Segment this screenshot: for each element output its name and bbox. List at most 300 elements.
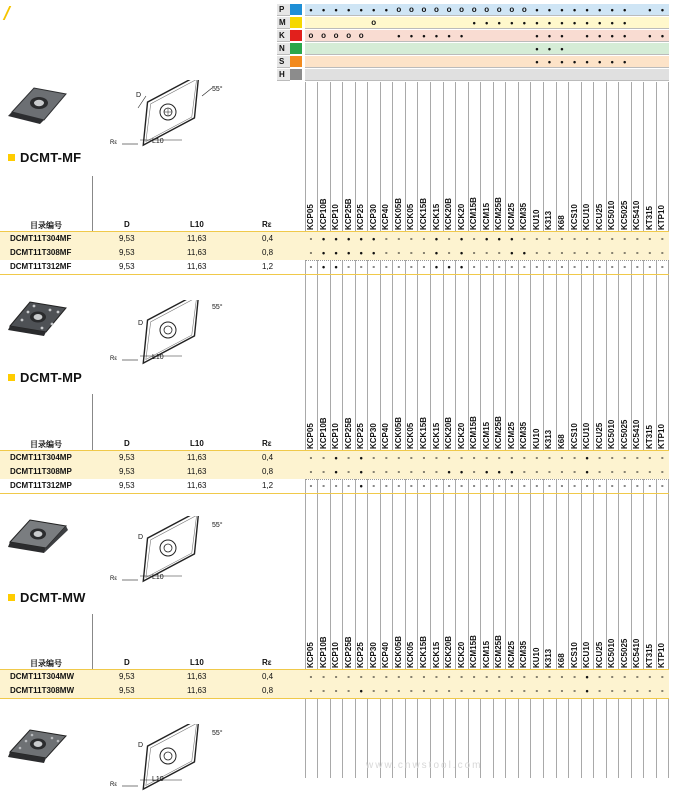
grade-cell: - (623, 481, 627, 490)
row-rs: 0,4 (262, 672, 274, 681)
grade-cell: • (359, 248, 363, 258)
material-cell: o (333, 31, 339, 40)
column-header-d: D (124, 439, 130, 448)
grade-cell: - (535, 453, 539, 462)
grade-cell: - (384, 234, 388, 243)
row-code: DCMT11T308MF (10, 248, 72, 257)
column-header-code: 目录编号 (30, 221, 62, 230)
grade-cell: - (648, 453, 652, 462)
grade-cell: - (661, 248, 664, 257)
grade-cell: - (410, 686, 413, 695)
grade-cell: - (548, 262, 551, 271)
grade-cell: - (497, 453, 501, 462)
material-cell: o (521, 5, 527, 14)
grade-label: KCP05 (306, 204, 315, 230)
grade-cell: • (447, 467, 451, 477)
grade-cell: - (648, 248, 652, 257)
material-band (305, 43, 669, 55)
grade-cell: - (435, 686, 438, 695)
material-cell: • (510, 18, 514, 28)
grade-cell: - (560, 467, 564, 476)
column-header-code: 目录编号 (30, 440, 62, 449)
row-d: 9,53 (119, 672, 135, 681)
material-cell: • (535, 44, 539, 54)
grade-cell: - (573, 262, 576, 271)
grade-label: KCK05 (406, 641, 416, 668)
grade-cell: • (372, 234, 376, 244)
grade-cell: • (497, 467, 501, 477)
grade-cell: - (334, 481, 338, 490)
material-cell: • (610, 18, 614, 28)
material-cell: o (408, 5, 414, 14)
material-cell: • (434, 31, 439, 41)
grade-cell: - (410, 672, 413, 681)
grade-cell: - (435, 672, 438, 681)
grade-cell: • (460, 467, 464, 477)
grade-cell: - (384, 453, 388, 462)
row-code: DCMT11T304MW (10, 672, 75, 681)
grade-cell: - (334, 672, 338, 681)
material-cell: • (409, 31, 413, 41)
grade-cell: - (598, 672, 601, 681)
grade-label: KCS10 (569, 423, 579, 449)
grade-cell: - (623, 262, 627, 271)
grade-cell: - (372, 262, 376, 271)
grade-cell: - (397, 672, 401, 681)
grade-cell: - (560, 686, 564, 695)
grade-label: KCK20 (456, 641, 466, 668)
material-row-1 (277, 17, 669, 29)
grade-cell: - (635, 453, 639, 462)
grade-cell: - (610, 481, 614, 490)
material-cell: o (396, 5, 402, 14)
grade-label: KCM35 (519, 202, 529, 230)
material-cell: • (560, 31, 564, 41)
grade-cell: • (434, 234, 439, 244)
grade-cell: • (460, 248, 464, 258)
grade-label: K313 (544, 429, 554, 449)
grade-label: KCP10 (331, 204, 341, 230)
grade-label: KCM15B (469, 416, 479, 449)
grade-cell: - (472, 262, 476, 271)
row-rs: 0,8 (262, 467, 274, 476)
grade-label: KTP10 (657, 205, 667, 230)
grade-cell: - (661, 262, 664, 271)
grade-cell: - (523, 672, 526, 681)
grade-cell: - (510, 481, 514, 490)
grade-cell: - (447, 248, 451, 257)
material-swatch (290, 17, 302, 29)
material-cell: o (484, 5, 490, 14)
material-cell: • (560, 18, 564, 28)
grade-cell: - (548, 467, 551, 476)
material-cell: • (535, 31, 539, 41)
grade-cell: • (359, 234, 363, 244)
label-r: Rε (110, 140, 118, 146)
grade-cell: - (372, 453, 376, 462)
grade-cell: - (309, 481, 313, 490)
material-cell: o (434, 5, 439, 14)
row-l10: 11,63 (187, 262, 207, 271)
grade-cell: - (309, 672, 313, 681)
column-header-l10: L10 (190, 220, 204, 229)
grade-cell: - (573, 234, 576, 243)
row-rs: 1,2 (262, 262, 274, 271)
grade-cell: - (598, 262, 601, 271)
grade-cell: - (309, 234, 313, 243)
material-cell: • (560, 5, 564, 15)
grade-cell: - (410, 481, 413, 490)
grade-cell: - (535, 234, 539, 243)
grade-cell: - (410, 453, 413, 462)
grade-label: KCK20 (456, 203, 466, 230)
grade-cell: - (422, 686, 426, 695)
grade-label: KCU25 (594, 422, 604, 449)
grade-label: KC5025 (619, 638, 629, 668)
row-rs: 0,4 (262, 453, 274, 462)
label-r: Rε (110, 782, 118, 788)
grade-cell: - (523, 453, 526, 462)
grade-cell: - (623, 467, 627, 476)
material-cell: o (308, 31, 314, 40)
grade-cell: - (510, 453, 514, 462)
grade-cell: - (598, 481, 601, 490)
material-letter: M (277, 17, 290, 29)
grade-cell: • (510, 467, 514, 477)
material-cell: • (535, 57, 539, 67)
row-rs: 0,8 (262, 686, 274, 695)
grade-cell: - (648, 234, 652, 243)
section-title-mw: DCMT-MW (8, 590, 86, 605)
grade-cell: - (397, 248, 401, 257)
grade-cell: - (598, 686, 601, 695)
grade-label: KCK05B (393, 416, 403, 449)
grade-label: KC5025 (619, 419, 629, 449)
material-letter: N (277, 43, 290, 55)
grade-label: K313 (544, 648, 554, 668)
grade-cell: - (635, 672, 639, 681)
grade-cell: - (384, 467, 388, 476)
grade-cell: - (334, 686, 338, 695)
grade-cell: - (573, 453, 576, 462)
material-cell: • (623, 18, 627, 28)
corner-mark (0, 6, 11, 20)
grade-cell: - (635, 481, 639, 490)
grade-cell: - (598, 467, 601, 476)
grade-cell: - (422, 248, 426, 257)
grade-cell: - (410, 262, 413, 271)
grade-label: KCP10B (318, 636, 328, 668)
grade-cell: - (322, 686, 325, 695)
insert-diagram-next (108, 724, 238, 797)
insert-diagram-mw (108, 516, 238, 589)
row-d: 9,53 (119, 453, 135, 462)
grade-cell: • (347, 234, 351, 244)
grade-cell: - (422, 481, 426, 490)
column-header-d: D (124, 658, 130, 667)
grade-label: K68 (557, 215, 566, 230)
section-title-mf: DCMT-MF (8, 150, 81, 165)
material-cell: • (560, 57, 564, 67)
grade-label: KC5025 (619, 200, 629, 230)
grade-label: KCK15 (431, 422, 441, 449)
material-cell: • (648, 5, 652, 15)
material-cell: • (384, 5, 388, 15)
grade-cell: - (610, 672, 614, 681)
grade-cell: • (321, 248, 326, 258)
grade-cell: - (410, 234, 413, 243)
grade-cell: - (322, 481, 325, 490)
material-cell: o (446, 5, 452, 14)
grade-cell: • (359, 481, 363, 491)
material-letter: H (277, 69, 290, 81)
grade-cell: - (648, 672, 652, 681)
material-cell: • (334, 5, 338, 15)
material-row-5 (277, 69, 669, 81)
material-cell: o (509, 5, 515, 14)
divider-mf (92, 176, 93, 232)
grade-cell: - (560, 262, 564, 271)
section-title-mp: DCMT-MP (8, 370, 82, 385)
material-row-3 (277, 43, 669, 55)
grade-cell: - (623, 248, 627, 257)
grade-cell: • (585, 467, 589, 477)
grade-cell: - (497, 248, 501, 257)
grade-cell: - (585, 481, 589, 490)
material-swatch (290, 30, 302, 42)
grade-cell: - (510, 262, 514, 271)
grade-label: KU10 (531, 209, 541, 230)
row-l10: 11,63 (187, 234, 207, 243)
label-r: Rε (110, 576, 118, 582)
material-cell: • (321, 5, 326, 15)
insert-diagram-mp (108, 300, 238, 371)
grade-cell: - (548, 672, 551, 681)
material-cell: • (560, 44, 564, 54)
grade-cell: - (384, 481, 388, 490)
material-cell: o (321, 31, 326, 40)
grade-cell: - (347, 262, 350, 271)
material-cell: o (496, 5, 502, 14)
grade-cell: - (485, 453, 489, 462)
grade-cell: - (510, 672, 514, 681)
grade-cell: - (560, 672, 564, 681)
grade-label: KCK20B (444, 197, 454, 230)
grade-cell: • (585, 686, 589, 696)
grade-cell: - (435, 467, 438, 476)
grade-label: KCM25B (494, 416, 504, 449)
grade-cell: - (560, 481, 564, 490)
row-code: DCMT11T308MW (10, 686, 75, 695)
material-swatch (290, 69, 302, 81)
grade-cell: - (397, 262, 401, 271)
grade-cell: - (585, 248, 589, 257)
grade-cell: - (560, 453, 564, 462)
grade-label: KT315 (644, 643, 654, 668)
grade-cell: - (347, 453, 350, 462)
grade-label: KCU10 (582, 203, 592, 230)
grade-label: KCM15 (481, 640, 491, 668)
grade-label: KCP25 (356, 204, 366, 230)
grade-cell: - (623, 672, 627, 681)
label-angle: 55° (212, 522, 223, 529)
grade-cell: - (347, 672, 350, 681)
grade-cell: - (447, 481, 451, 490)
material-letter: P (277, 4, 290, 16)
table-row (0, 684, 669, 698)
grade-label: KCK05B (393, 635, 403, 668)
material-cell: • (610, 57, 614, 67)
grade-label: KCP05 (306, 642, 315, 668)
grade-label: KCK15 (431, 203, 441, 230)
row-l10: 11,63 (187, 453, 207, 462)
material-row-0 (277, 4, 669, 16)
grade-cell: • (485, 234, 489, 244)
material-cell: • (397, 31, 401, 41)
label-angle: 55° (212, 86, 223, 93)
grade-cell: - (359, 672, 363, 681)
material-cell: o (346, 31, 352, 40)
column-header-rs: Rε (262, 658, 272, 667)
grade-cell: - (523, 234, 526, 243)
grade-cell: - (548, 481, 551, 490)
grade-cell: - (535, 467, 539, 476)
grade-cell: - (610, 686, 614, 695)
material-cell: • (422, 31, 426, 41)
grade-cell: • (372, 248, 376, 258)
row-code: DCMT11T312MF (10, 262, 72, 271)
material-cell: • (648, 31, 652, 41)
grade-cell: - (661, 672, 664, 681)
material-row-4 (277, 56, 669, 68)
grade-cell: - (309, 262, 313, 271)
label-l10: L10 (152, 574, 164, 581)
grade-label: KTP10 (657, 643, 667, 668)
grade-cell: - (598, 234, 601, 243)
material-cell: • (347, 5, 351, 15)
grade-label: KCM25 (506, 421, 516, 449)
grade-label: KCK15B (418, 197, 428, 230)
grade-cell: - (472, 234, 476, 243)
grade-label: K68 (557, 653, 566, 668)
material-cell: • (623, 31, 627, 41)
insert-diagram-mf (108, 80, 238, 157)
label-r: Rε (110, 356, 118, 362)
grade-cell: - (523, 481, 526, 490)
grade-cell: - (485, 686, 489, 695)
divider-mw (92, 614, 93, 670)
label-d: D (138, 534, 144, 541)
material-cell: • (547, 18, 552, 28)
table-row (0, 260, 669, 274)
row-l10: 11,63 (187, 686, 207, 695)
grade-cell: - (397, 481, 401, 490)
grade-cell: - (623, 453, 627, 462)
grade-label: KU10 (531, 647, 541, 668)
grade-cell: - (635, 234, 639, 243)
row-rs: 1,2 (262, 481, 274, 490)
grade-label: KC5010 (607, 200, 617, 230)
grade-cell: - (309, 453, 313, 462)
grade-cell: - (585, 262, 589, 271)
grade-cell: - (472, 467, 476, 476)
grade-cell: - (397, 453, 401, 462)
grade-label: KCP10 (331, 423, 341, 449)
grade-cell: - (635, 248, 639, 257)
grade-cell: - (384, 686, 388, 695)
grade-label: KCP25B (343, 636, 353, 668)
grade-label: KCP25B (343, 198, 353, 230)
grade-label: KCU25 (594, 203, 604, 230)
material-cell: • (460, 31, 464, 41)
grade-cell: - (661, 686, 664, 695)
grade-cell: - (497, 672, 501, 681)
grade-label: KCS10 (569, 642, 579, 668)
row-d: 9,53 (119, 234, 135, 243)
label-d: D (138, 320, 144, 327)
grade-cell: - (422, 467, 426, 476)
grade-cell: - (359, 262, 363, 271)
grade-cell: - (460, 481, 463, 490)
grade-label: K313 (544, 210, 554, 230)
label-l10: L10 (152, 776, 164, 783)
grade-cell: - (573, 467, 576, 476)
grade-label: KCK05 (406, 203, 416, 230)
grade-cell: - (560, 248, 564, 257)
grade-cell: - (435, 481, 438, 490)
grade-cell: - (523, 686, 526, 695)
material-cell: • (660, 31, 664, 41)
table-row (0, 451, 669, 465)
grade-cell: - (598, 453, 601, 462)
material-cell: • (572, 18, 577, 28)
material-cell: • (372, 5, 376, 15)
grade-cell: • (334, 248, 338, 258)
row-d: 9,53 (119, 262, 135, 271)
grade-cell: - (322, 672, 325, 681)
insert-photo-mp (4, 298, 72, 343)
table-row (0, 479, 669, 493)
material-swatch (290, 56, 302, 68)
insert-photo-mf (4, 82, 72, 131)
grade-cell: - (472, 248, 476, 257)
material-cell: • (585, 31, 589, 41)
grade-cell: - (460, 672, 463, 681)
material-cell: • (623, 5, 627, 15)
grade-cell: - (523, 262, 526, 271)
row-d: 9,53 (119, 467, 135, 476)
grade-cell: • (334, 262, 338, 272)
grade-label: KC5410 (632, 638, 642, 668)
grade-label: KCP40 (381, 642, 391, 668)
grade-cell: • (460, 262, 464, 272)
grade-cell: - (573, 672, 576, 681)
grade-label: KCM25 (506, 202, 516, 230)
label-angle: 55° (212, 730, 223, 737)
grade-label: KCM15B (469, 635, 479, 668)
grade-label: KCK20B (444, 635, 454, 668)
row-l10: 11,63 (187, 248, 207, 257)
grade-cell: - (661, 467, 664, 476)
grade-cell: - (322, 467, 325, 476)
material-cell: • (485, 18, 489, 28)
grade-cell: • (585, 453, 589, 463)
grade-cell: - (497, 686, 501, 695)
material-cell: o (471, 5, 477, 14)
grade-cell: - (472, 672, 476, 681)
grade-cell: - (309, 248, 313, 257)
row-d: 9,53 (119, 686, 135, 695)
